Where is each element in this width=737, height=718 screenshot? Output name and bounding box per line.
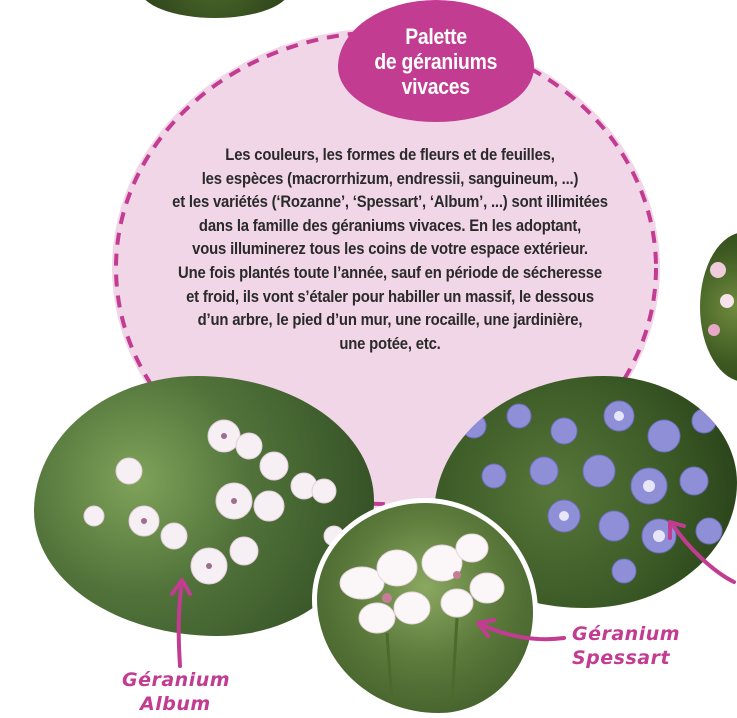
right-edge-photo: [700, 232, 737, 382]
body-line: Une fois plantés toute l’année, sauf en période de sécheresse: [178, 263, 602, 282]
title-line-2: de géraniums: [374, 48, 498, 74]
title-line-3: vivaces: [401, 73, 471, 99]
caption-spessart-line-1: Géranium: [572, 623, 681, 645]
caption-spessart: [572, 622, 680, 670]
spessart-flowers: [317, 503, 533, 713]
album-arrow-icon: [160, 574, 200, 670]
rozanne-arrow-icon: [664, 516, 737, 588]
body-line: et les variétés (‘Rozanne’, ‘Spessart’, ‘Album’, ...) sont illimitées: [172, 193, 608, 212]
spessart-arrow-icon: [472, 614, 568, 648]
body-line: Les couleurs, les formes de fleurs et de feuilles,: [225, 146, 555, 164]
body-line: dans la famille des géraniums vivaces. En les adoptant,: [198, 216, 582, 235]
body-line: d’un arbre, le pied d’un mur, une rocaille, une jardinière,: [197, 311, 583, 330]
body-line: une potée, etc.: [339, 334, 441, 353]
caption-album-line-1: Géranium: [122, 669, 231, 691]
body-line: et froid, ils vont s’étaler pour habiller un massif, le dessous: [186, 287, 594, 306]
body-line: les espèces (macrorrhizum, endressii, sanguineum, ...): [201, 169, 579, 188]
title-line-1: Palette: [405, 23, 467, 49]
caption-spessart-line-2: Spessart: [572, 647, 671, 669]
caption-album-line-2: Album: [140, 693, 211, 715]
body-line: vous illuminerez tous les coins de votre espace extérieur.: [192, 240, 588, 259]
body-paragraph: [120, 144, 660, 356]
top-foliage-photo: [140, 0, 290, 18]
caption-album: [122, 668, 230, 716]
geranium-spessart-photo: [312, 498, 538, 718]
title-badge: [338, 0, 534, 122]
